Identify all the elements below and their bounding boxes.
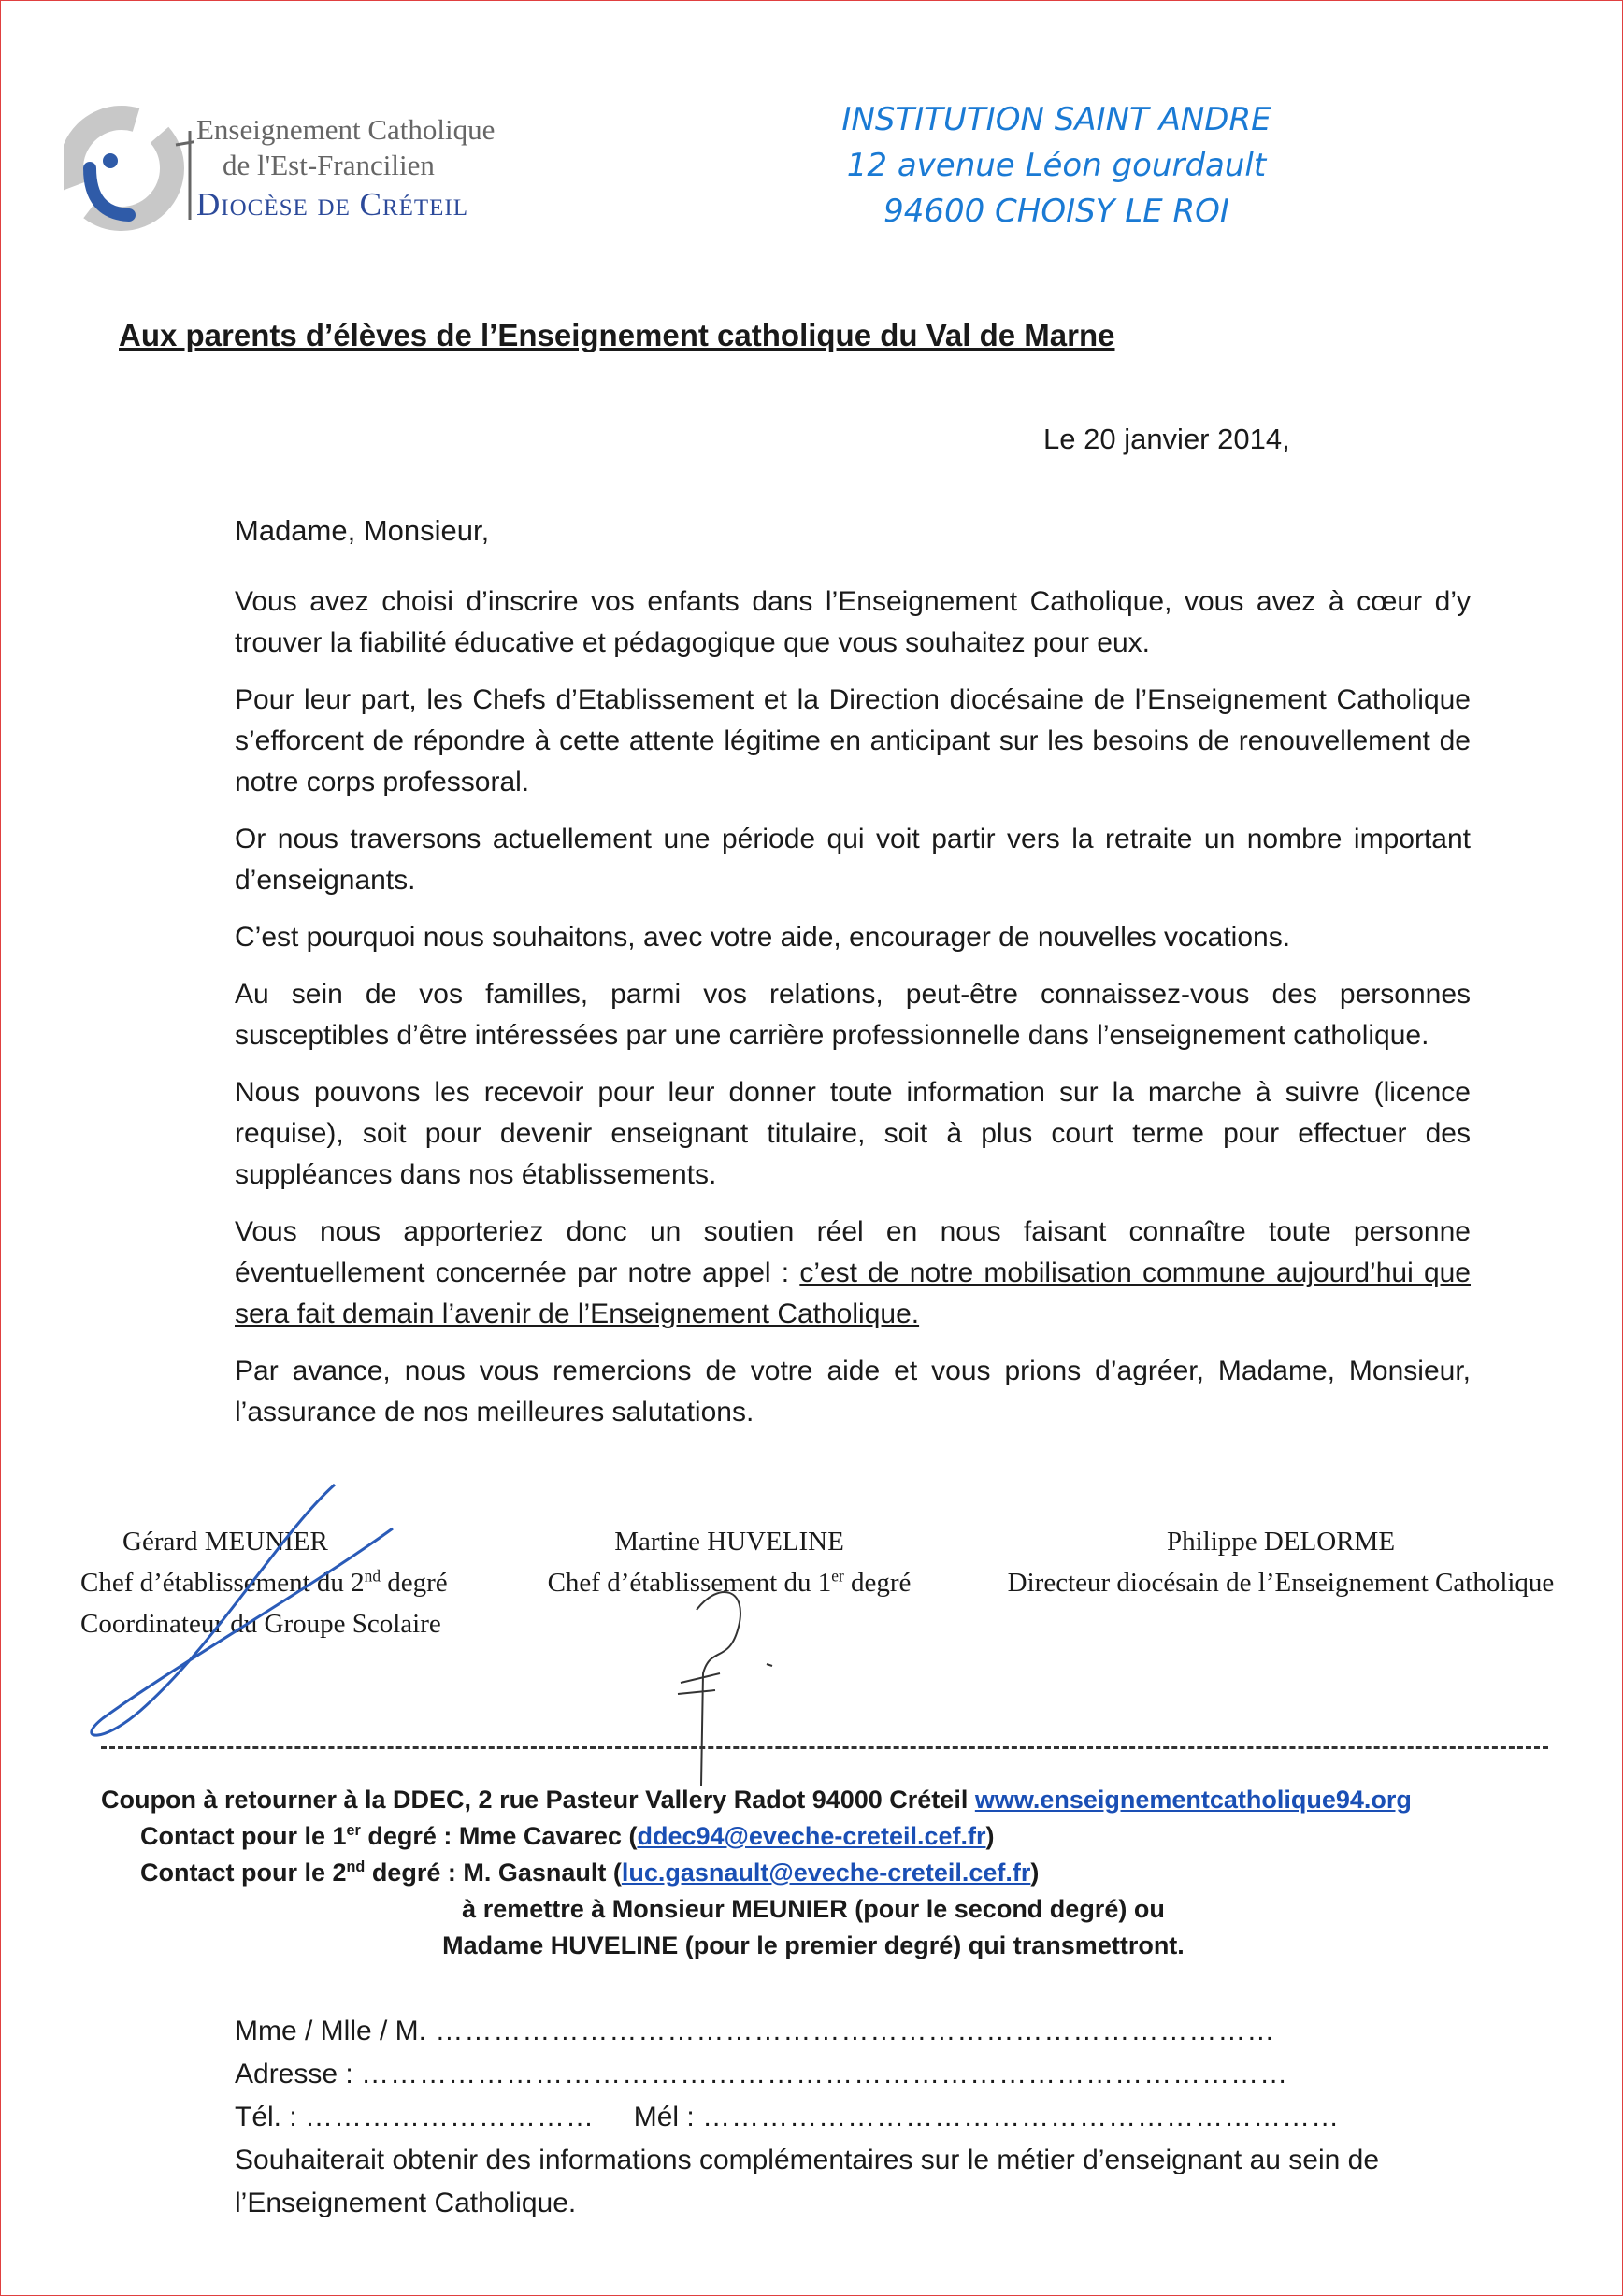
address-row <box>235 2053 1487 2096</box>
letter-salutation: Madame, Monsieur, <box>235 514 490 547</box>
contact-2-text: Contact pour le 2 <box>140 1858 347 1887</box>
signatory-role-end: degré <box>381 1568 448 1598</box>
signature-block-meunier <box>80 1521 510 1644</box>
contact-2-close: ) <box>1030 1858 1040 1887</box>
signatory-role-2: Coordinateur du Groupe Scolaire <box>80 1609 441 1639</box>
paragraph-6: Nous pouvons les recevoir pour leur donner toute information sur la marche à suivre (licence requise), soit pour devenir enseignant titulaire, soit à plus court terme pour effectuer des suppléances dans nos établissements. <box>235 1077 1471 1190</box>
institution-name: INSTITUTION SAINT ANDRE <box>841 101 1271 138</box>
paragraph-7-text: Vous nous apporteriez donc un soutien réel en nous faisant connaître toute personne éventuellement concernée par notre appel : <box>235 1216 1471 1288</box>
name-row <box>235 2010 1487 2053</box>
ordinal-suffix: nd <box>346 1858 366 1875</box>
letter-date: Le 20 janvier 2014, <box>1043 423 1290 455</box>
signatory-role-text: Chef d’établissement du 2 <box>80 1568 365 1598</box>
paragraph-2: Pour leur part, les Chefs d’Etablissement et la Direction diocésaine de l’Enseignement Catholique s’efforcent de répondre à cette attente légitime en anticipant sur les besoins de renouvellement de notre corps professoral. <box>235 684 1471 797</box>
gasnault-email-link[interactable]: luc.gasnault@eveche-creteil.cef.fr <box>621 1858 1031 1887</box>
ordinal-suffix: er <box>346 1822 361 1839</box>
signatory-name: Philippe DELORME <box>1166 1527 1396 1557</box>
coupon-remit-line-2: Madame HUVELINE (pour le premier degré) qui transmettront. <box>442 1931 1185 1959</box>
logo-line-1: Enseignement Catholique <box>196 113 496 146</box>
contact-1-text-2: degré : Mme Cavarec ( <box>360 1822 638 1850</box>
contact-1-close: ) <box>985 1822 995 1850</box>
signatory-role <box>524 1562 935 1603</box>
ordinal-suffix: er <box>831 1566 844 1586</box>
tel-label: Tél. : <box>235 2102 306 2132</box>
name-label: Mme / Mlle / M. <box>235 2016 427 2046</box>
coupon-return-line <box>47 1782 1580 1818</box>
paragraph-1: Vous avez choisi d’inscrire vos enfants dans l’Enseignement Catholique, vous avez à cœur d’y trouver la fiabilité éducative et pédagogique que vous souhaitez pour eux. <box>235 586 1471 658</box>
institution-city: 94600 CHOISY LE ROI <box>883 193 1229 230</box>
form-note: Souhaiterait obtenir des informations complémentaires sur le métier d’enseignant au sein de l’Enseignement Catholique. <box>235 2145 1380 2218</box>
mel-field[interactable]: ………………………………………………………… <box>702 2102 1341 2132</box>
paragraph-8: Par avance, nous vous remercions de votre aide et vous prions d’agréer, Madame, Monsieur, l’assurance de nos meilleures salutations. <box>235 1356 1471 1428</box>
signatory-role <box>80 1562 510 1603</box>
paragraph-5: Au sein de vos familles, parmi vos relations, peut-être connaissez-vous des personnes susceptibles d’être intéressées par une carrière professionnelle dans l’enseignement catholique. <box>235 979 1471 1051</box>
contact-first-degree <box>47 1818 1580 1855</box>
letter-subject: Aux parents d’élèves de l’Enseignement catholique du Val de Marne <box>119 318 1115 352</box>
diocese-emblem-icon <box>64 103 194 243</box>
logo-line-3: Diocèse de Créteil <box>196 186 469 222</box>
contact-2-text-2: degré : M. Gasnault ( <box>365 1858 622 1887</box>
logo-line-2: de l'Est-Francilien <box>223 149 435 181</box>
address-label: Adresse : <box>235 2059 362 2089</box>
cut-line <box>101 1746 1548 1749</box>
website-link[interactable]: www.enseignementcatholique94.org <box>974 1786 1412 1814</box>
signature-block-huveline <box>524 1521 935 1603</box>
contact-row <box>235 2096 1487 2139</box>
coupon-return-text: Coupon à retourner à la DDEC, 2 rue Pasteur Vallery Radot 94000 Créteil <box>101 1786 975 1814</box>
ddec-email-link[interactable]: ddec94@eveche-creteil.cef.fr <box>637 1822 986 1850</box>
signature-block-delorme <box>972 1521 1589 1603</box>
institution-header <box>804 97 1309 235</box>
contact-second-degree <box>47 1855 1580 1891</box>
mel-label: Mél : <box>633 2102 703 2132</box>
letter-body <box>235 581 1471 1449</box>
coupon-form <box>235 2010 1487 2225</box>
signatory-name: Martine HUVELINE <box>614 1527 844 1557</box>
diocese-logo <box>64 103 587 243</box>
address-field[interactable]: …………………………………………………………………………………… <box>361 2059 1289 2089</box>
signatory-name: Gérard MEUNIER <box>122 1527 328 1557</box>
paragraph-7-underlined: c’est de notre mobilisation commune aujourd’hui que sera fait demain l’avenir de l’Enseignement Catholique. <box>235 1257 1471 1329</box>
coupon-remit-line-1: à remettre à Monsieur MEUNIER (pour le second degré) ou <box>462 1895 1165 1923</box>
coupon-block <box>47 1782 1580 1964</box>
signatory-role-end: degré <box>843 1568 912 1598</box>
paragraph-4: C’est pourquoi nous souhaitons, avec votre aide, encourager de nouvelles vocations. <box>235 922 1291 953</box>
ordinal-suffix: nd <box>364 1566 381 1586</box>
paragraph-7 <box>235 1212 1471 1335</box>
institution-street: 12 avenue Léon gourdault <box>846 147 1267 184</box>
paragraph-3: Or nous traversons actuellement une période qui voit partir vers la retraite un nombre important d’enseignants. <box>235 824 1471 896</box>
signatory-role: Directeur diocésain de l’Enseignement Catholique <box>1007 1568 1555 1598</box>
name-field[interactable]: …………………………………………………………………………… <box>426 2016 1276 2046</box>
signatory-role-text: Chef d’établissement du 1 <box>547 1568 832 1598</box>
logo-text <box>196 112 495 226</box>
contact-1-text: Contact pour le 1 <box>140 1822 347 1850</box>
tel-field[interactable]: ………………………… <box>305 2102 596 2132</box>
